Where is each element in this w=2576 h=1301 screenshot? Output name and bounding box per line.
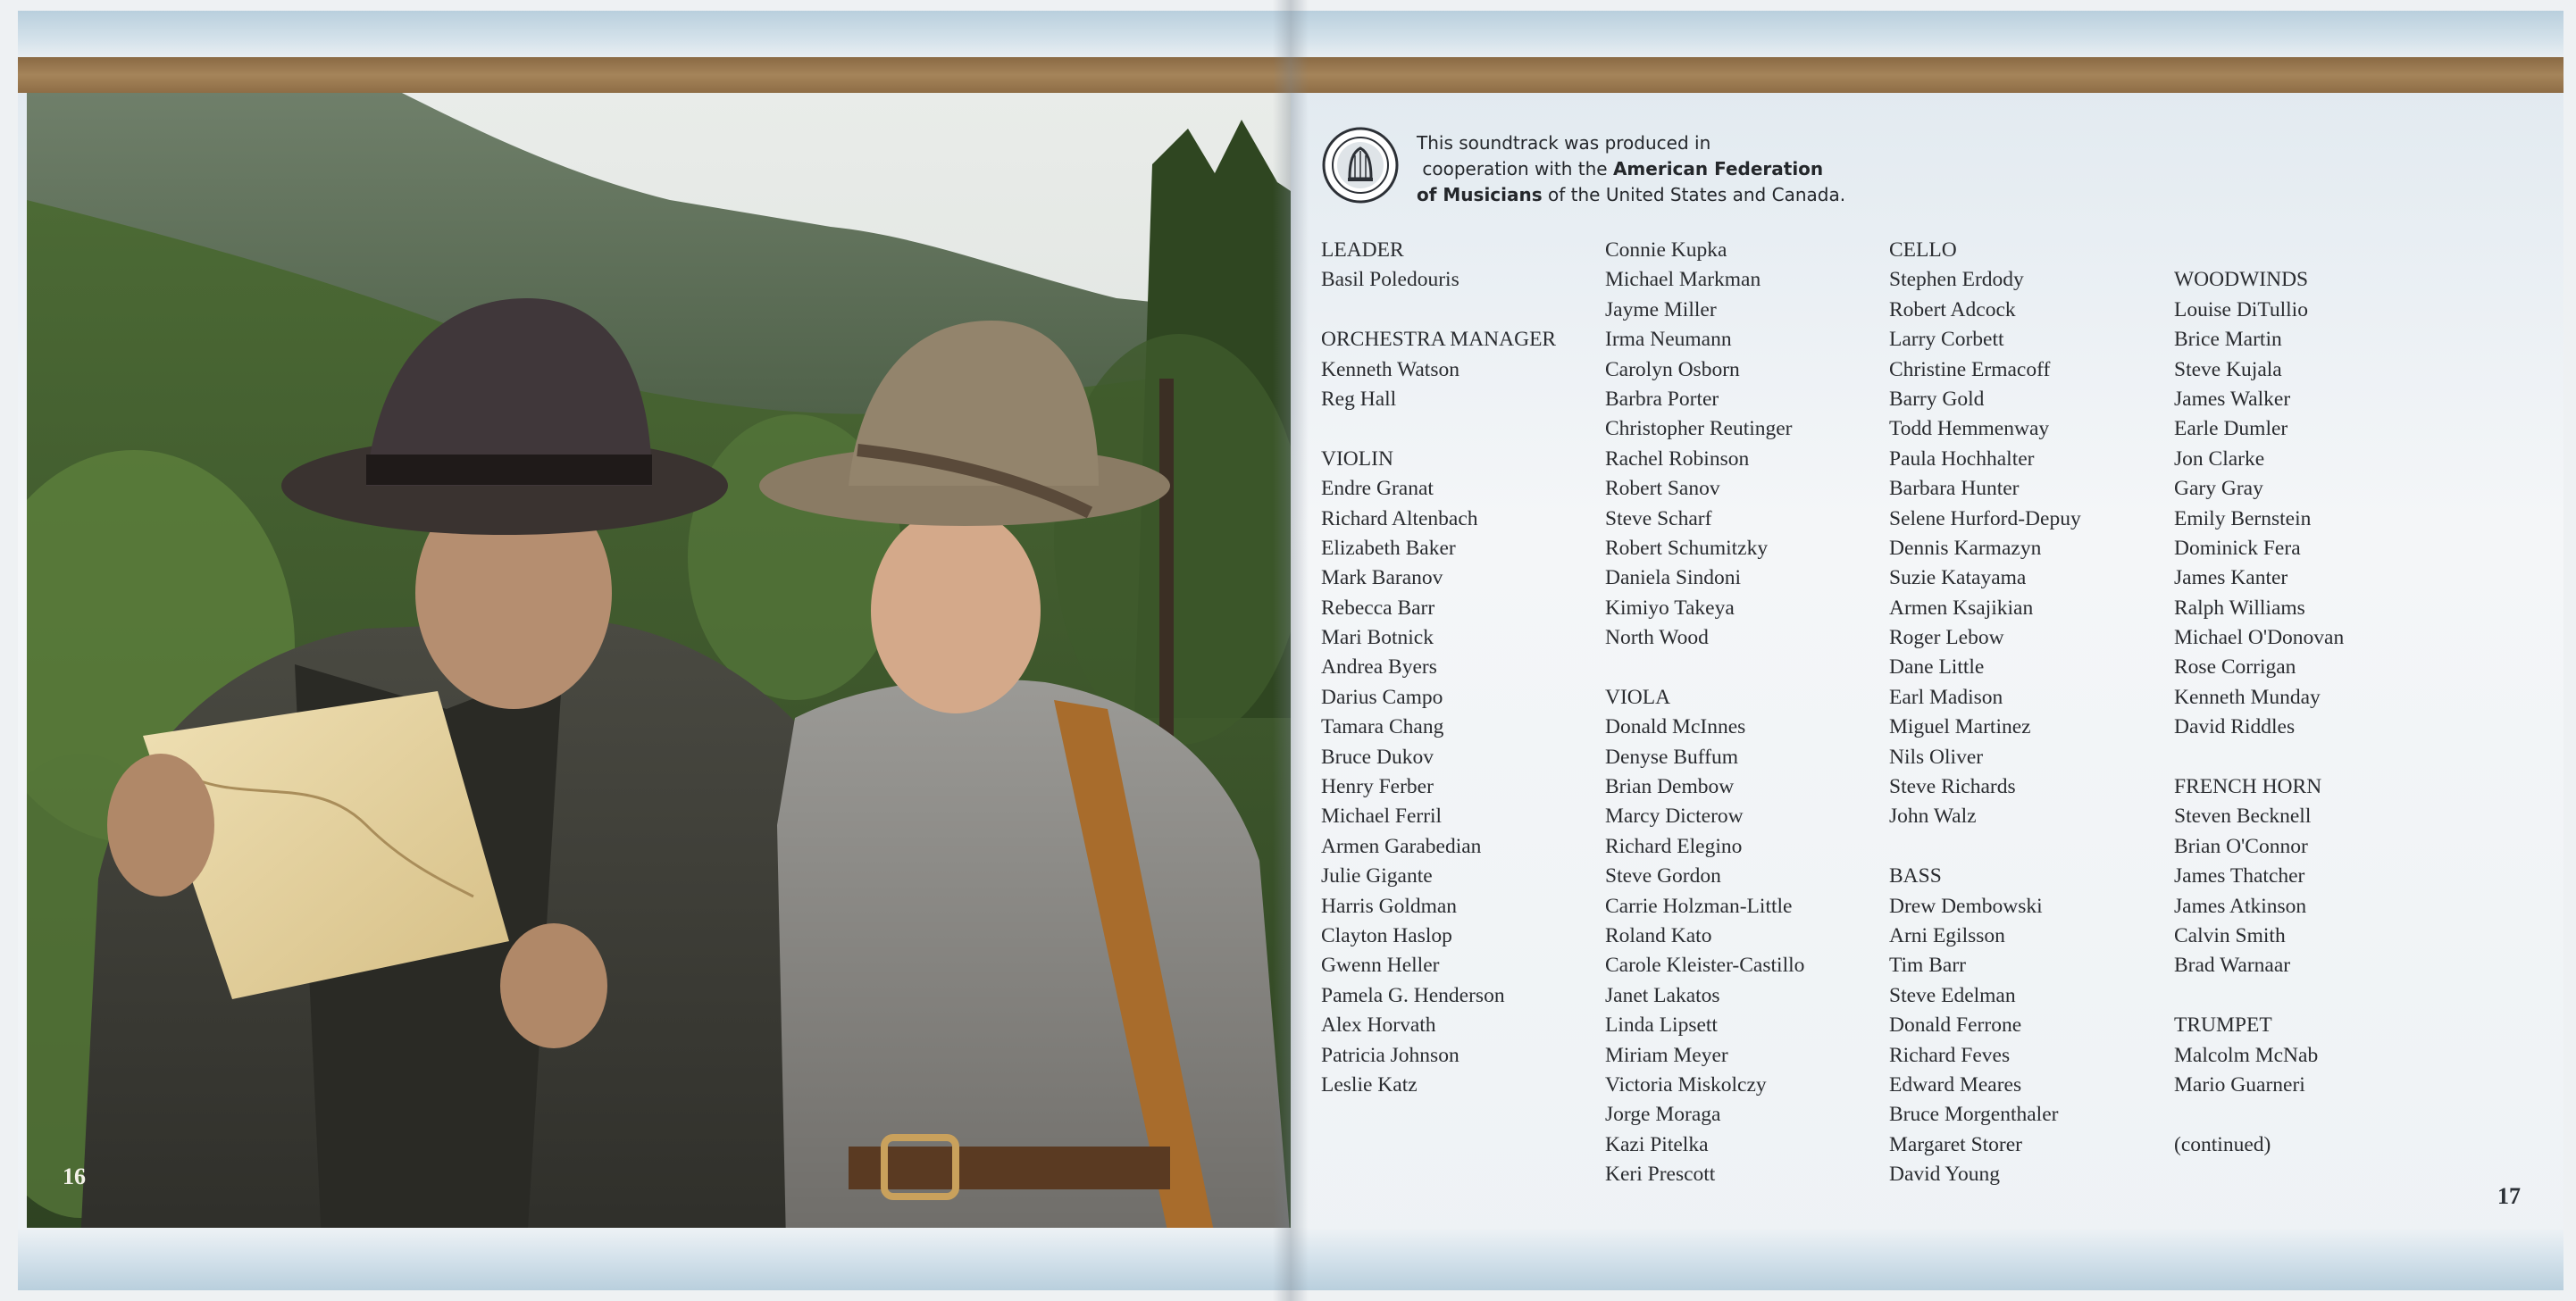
musician-name: James Thatcher — [2174, 864, 2305, 888]
musician-name: Brian Dembow — [1605, 775, 1735, 799]
musician-name: Michael Ferril — [1321, 805, 1443, 829]
musician-name: Rose Corrigan — [2174, 655, 2296, 680]
section-heading: TRUMPET — [2174, 1013, 2272, 1038]
credits-column-4 — [2174, 236, 2460, 1160]
section-heading: VIOLA — [1605, 685, 1671, 709]
musician-name: Victoria Miskolczy — [1605, 1072, 1767, 1097]
musician-name: Armen Ksajikian — [1889, 596, 2034, 620]
musician-name: Andrea Byers — [1321, 655, 1437, 680]
page-number-right: 17 — [2497, 1183, 2521, 1209]
section-heading: BASS — [1889, 864, 1942, 888]
musician-name: Edward Meares — [1889, 1072, 2022, 1097]
musician-name: Brian O'Connor — [2174, 834, 2308, 858]
musician-name: Richard Feves — [1889, 1043, 2011, 1067]
musician-name: Carolyn Osborn — [1605, 357, 1740, 381]
musician-name: Darius Campo — [1321, 685, 1443, 709]
musician-name: Mario Guarneri — [2174, 1072, 2305, 1097]
credits-column-1 — [1321, 236, 1607, 1100]
afm-line-2: cooperation with the American Federation — [1422, 158, 1824, 179]
musician-name: James Atkinson — [2174, 894, 2307, 918]
credit-spacer — [2174, 1100, 2460, 1130]
musician-name: Dominick Fera — [2174, 536, 2301, 560]
musician-name: Bruce Dukov — [1321, 745, 1434, 769]
musician-name: Roger Lebow — [1889, 626, 2004, 650]
musician-name: Irma Neumann — [1605, 328, 1732, 352]
afm-notice-text — [1417, 130, 1845, 208]
musician-name: Elizabeth Baker — [1321, 536, 1456, 560]
musician-name: Roland Kato — [1605, 923, 1712, 947]
musician-name: David Riddles — [2174, 715, 2296, 739]
musician-name: Rebecca Barr — [1321, 596, 1435, 620]
musician-name: Calvin Smith — [2174, 923, 2286, 947]
musician-name: Earle Dumler — [2174, 417, 2288, 441]
bottom-brush-border — [1291, 1228, 2563, 1290]
musician-name: Julie Gigante — [1321, 864, 1433, 888]
credits-column-2 — [1605, 236, 1891, 1190]
musician-name: Arni Egilsson — [1889, 923, 2005, 947]
musician-name: Louise DiTullio — [2174, 297, 2308, 321]
musician-name: Armen Garabedian — [1321, 834, 1482, 858]
musician-name: Larry Corbett — [1889, 328, 2004, 352]
top-brush-border — [18, 11, 1291, 57]
musician-name: Reg Hall — [1321, 387, 1397, 411]
musician-name: Steve Gordon — [1605, 864, 1721, 888]
musician-name: Selene Hurford-Depuy — [1889, 506, 2081, 530]
top-brown-band — [1291, 57, 2563, 93]
musician-name: Kenneth Munday — [2174, 685, 2321, 709]
musician-name: Dane Little — [1889, 655, 1985, 680]
musician-name: Endre Granat — [1321, 477, 1434, 501]
credit-spacer — [1321, 296, 1607, 325]
musician-name: Margaret Storer — [1889, 1132, 2022, 1156]
musician-name: Christopher Reutinger — [1605, 417, 1793, 441]
musician-name: Bruce Morgenthaler — [1889, 1103, 2059, 1127]
musician-name: North Wood — [1605, 626, 1709, 650]
book-gutter — [1273, 0, 1309, 1301]
musician-name: Steve Kujala — [2174, 357, 2282, 381]
bottom-brush-border — [18, 1228, 1291, 1290]
musician-name: Miriam Meyer — [1605, 1043, 1728, 1067]
musician-name: Brad Warnaar — [2174, 954, 2291, 978]
musician-name: Leslie Katz — [1321, 1072, 1418, 1097]
musician-name: Kimiyo Takeya — [1605, 596, 1735, 620]
musician-name: Steven Becknell — [2174, 805, 2312, 829]
musician-name: John Walz — [1889, 805, 1977, 829]
musician-name: Donald Ferrone — [1889, 1013, 2022, 1038]
musician-name: Robert Sanov — [1605, 477, 1720, 501]
credit-spacer — [1321, 414, 1607, 444]
musician-name: Basil Poledouris — [1321, 268, 1459, 292]
musician-name: Richard Elegino — [1605, 834, 1743, 858]
musician-name: Earl Madison — [1889, 685, 2003, 709]
musician-name: Robert Adcock — [1889, 297, 2016, 321]
musician-name: Michael O'Donovan — [2174, 626, 2345, 650]
musician-name: Suzie Katayama — [1889, 566, 2027, 590]
musician-name: Nils Oliver — [1889, 745, 1984, 769]
section-heading: FRENCH HORN — [2174, 775, 2322, 799]
musician-name: Daniela Sindoni — [1605, 566, 1742, 590]
section-heading: WOODWINDS — [2174, 268, 2309, 292]
musician-name: Robert Schumitzky — [1605, 536, 1769, 560]
film-still-photo — [27, 93, 1291, 1243]
musician-name: Emily Bernstein — [2174, 506, 2312, 530]
musician-name: Marcy Dicterow — [1605, 805, 1744, 829]
musician-name: Malcolm McNab — [2174, 1043, 2319, 1067]
section-heading: LEADER — [1321, 238, 1404, 262]
musician-name: Steve Scharf — [1605, 506, 1712, 530]
musician-name: James Walker — [2174, 387, 2291, 411]
musician-name: Henry Ferber — [1321, 775, 1434, 799]
musician-name: Miguel Martinez — [1889, 715, 2031, 739]
musician-name: Connie Kupka — [1605, 238, 1727, 262]
credit-spacer — [1889, 832, 2175, 862]
credit-spacer — [1605, 653, 1891, 682]
musician-name: Rachel Robinson — [1605, 446, 1750, 471]
credit-spacer — [2174, 236, 2460, 265]
musician-name: Jayme Miller — [1605, 297, 1717, 321]
musician-name: Richard Altenbach — [1321, 506, 1478, 530]
page-number-left: 16 — [63, 1163, 86, 1189]
musician-name: Mark Baranov — [1321, 566, 1443, 590]
musician-name: Barry Gold — [1889, 387, 1985, 411]
musician-name: Barbara Hunter — [1889, 477, 2020, 501]
musician-name: Michael Markman — [1605, 268, 1761, 292]
musician-name: Mari Botnick — [1321, 626, 1434, 650]
musician-name: David Young — [1889, 1163, 2001, 1187]
musician-name: Carole Kleister-Castillo — [1605, 954, 1805, 978]
musician-name: James Kanter — [2174, 566, 2288, 590]
musician-name: Jon Clarke — [2174, 446, 2265, 471]
musician-name: Drew Dembowski — [1889, 894, 2043, 918]
musician-name: Tim Barr — [1889, 954, 1966, 978]
credits-column-3 — [1889, 236, 2175, 1190]
afm-line-3: of Musicians of the United States and Canada. — [1417, 184, 1846, 205]
musician-name: Paula Hochhalter — [1889, 446, 2035, 471]
musician-name: Harris Goldman — [1321, 894, 1458, 918]
musician-name: Dennis Karmazyn — [1889, 536, 2042, 560]
section-heading: ORCHESTRA MANAGER — [1321, 328, 1557, 352]
musician-name: Barbra Porter — [1605, 387, 1719, 411]
musician-name: Jorge Moraga — [1605, 1103, 1721, 1127]
section-heading: VIOLIN — [1321, 446, 1393, 471]
musician-name: Stephen Erdody — [1889, 268, 2024, 292]
musician-name: Gwenn Heller — [1321, 954, 1440, 978]
musician-name: Gary Gray — [2174, 477, 2263, 501]
musician-name: Clayton Haslop — [1321, 923, 1452, 947]
musician-name: Denyse Buffum — [1605, 745, 1739, 769]
musician-name: Keri Prescott — [1605, 1163, 1716, 1187]
credit-spacer — [2174, 981, 2460, 1011]
top-brown-band — [18, 57, 1291, 93]
musician-name: Todd Hemmenway — [1889, 417, 2050, 441]
musician-name: Steve Richards — [1889, 775, 2016, 799]
afm-line-1: This soundtrack was produced in — [1417, 132, 1711, 154]
musician-name: Janet Lakatos — [1605, 983, 1720, 1007]
orchestra-credits — [1321, 236, 2518, 1200]
afm-seal-icon — [1322, 127, 1399, 204]
musician-name: Steve Edelman — [1889, 983, 2016, 1007]
top-brush-border — [1291, 11, 2563, 57]
musician-name: Donald McInnes — [1605, 715, 1746, 739]
credit-spacer — [2174, 743, 2460, 772]
musician-name: Ralph Williams — [2174, 596, 2305, 620]
musician-name: Tamara Chang — [1321, 715, 1444, 739]
section-heading: CELLO — [1889, 238, 1957, 262]
musician-name: Patricia Johnson — [1321, 1043, 1459, 1067]
afm-notice — [1322, 127, 1845, 208]
musician-name: Brice Martin — [2174, 328, 2282, 352]
left-page — [18, 11, 1291, 1290]
musician-name: Pamela G. Henderson — [1321, 983, 1505, 1007]
musician-name: Kazi Pitelka — [1605, 1132, 1709, 1156]
musician-name: Kenneth Watson — [1321, 357, 1459, 381]
musician-name: (continued) — [2174, 1132, 2271, 1156]
musician-name: Alex Horvath — [1321, 1013, 1436, 1038]
musician-name: Carrie Holzman-Little — [1605, 894, 1793, 918]
musician-name: Linda Lipsett — [1605, 1013, 1718, 1038]
musician-name: Christine Ermacoff — [1889, 357, 2051, 381]
